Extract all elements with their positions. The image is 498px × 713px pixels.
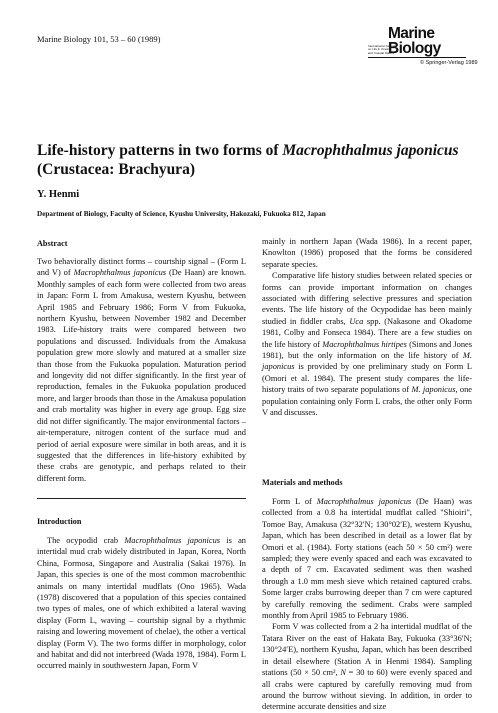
text-run: Two behaviorally distinct forms – courtship signal – (Form L and V) of [37,257,246,278]
abstract-heading: Abstract [37,239,68,248]
title-text: (Crustacea: Brachyura) [37,161,195,178]
methods-heading: Materials and methods [262,478,343,487]
text-run: is provided by one preliminary study on Form L (Omori et al. 1984). The present study compares the life-history traits of two separate populations of [262,362,472,395]
continued-paragraph: mainly in northern Japan (Wada 1986). In a recent paper, Knowlton (1986) proposed that the forms be considered separate species. [262,237,472,269]
species-name: M. japonicus [262,351,472,372]
logo-word-biology: Biology [388,40,441,57]
text-run: = 30 to 60) were evenly spaced and all crabs were captured by carefully removing mud from around the burrow without sieving. In addition, in order to determine accurate densities and size [262,668,472,712]
methods-body [262,496,472,713]
text-run: , one population containing only Form L crabs, the other only Form V and discusses. [262,385,473,418]
publisher-line: © Springer-Verlag 1989 [420,60,478,66]
body-paragraph [262,270,472,418]
text-run: (Simons and Jones 1981), but the only information on the life history of [262,339,473,361]
text-run: Form V was collected from a 2 ha intertidal mudflat of the Tatara River on the east of Hakata Bay, Fukuoka (33°36′N; 130°24′E), northern Kyushu, Japan, which has been described in detail elsewhere (Station A in Henmi 1984). Sampling stations (50 × 50 cm², [262,622,472,678]
text-run: The ocypodid crab [47,536,125,545]
logo-small-line: International Journal [368,44,396,48]
logo-rule [368,57,466,58]
variable-n: N [340,668,346,678]
methods-paragraph [262,496,472,621]
abstract-paragraph [37,256,246,484]
text-run: Comparative life history studies between related species or forms can provide important information on changes associated with differing selective pressures and speciation events. The life history of the Ocypodidae has been mainly studied in fiddler crabs, [262,271,472,326]
author-name: Y. Henmi [37,189,80,200]
logo-small-line: on Life in Oceans [368,47,392,52]
title-species: Macrophthalmus japonicus [282,142,459,159]
species-name: Macrophthalmus hirtipes [322,339,407,349]
journal-logo [368,25,478,70]
species-name: M. japonicus [411,385,456,395]
text-run: (De Haan) are known. Monthly samples of each form were collected from two areas in Japan: Form L from Amakusa, western Kyushu, between April 1985 and February 1986; Form V from Fukuoka, northern Kyushu, between November 1982 and December 1983. Life-history traits were compared between two populations and discussed. Individuals from the Amakusa population grew more slowly and matured at a smaller size than those from the Fukuoka population. Maturation period and longevity did not differ significantly. In the first year of reproduction, females in the Fukuoka population produced more, and larger broods than those in the Amakusa population and crab mortality was higher in every age group. Egg size did not differ significantly. The major environmental factors – air-temperature, nitrogen content of the surface mud and period of aerial exposure were similar in both areas, and it is suggested that the differences in life-history exhibited by these crabs are genotypic, and perhaps related to their different form. [37,268,246,483]
genus-name: Uca [349,316,364,326]
introduction-body [37,535,246,672]
logo-word-marine: Marine [388,25,435,42]
methods-paragraph [262,621,472,712]
logo-small-line: and Coastal Waters [368,50,395,55]
species-name: Macrophthalmus japonicus [124,536,221,545]
abstract-body [37,256,246,484]
text-run: (De Haan) was collected from a 0.8 ha intertidal mudflat called "Shioiri", Tomoe Bay, Amakusa (32°32′N; 130°02′E), western Kyushu, Japan, which has been described in detail as a lower flat by Omori et al. (1984). Forty stations (each 50 × 50 cm²) were sampled; they were evenly spaced and each was excavated to a depth of 7 cm. Excavated sediment was then washed through a 1.0 mm mesh sieve which retained captured crabs. Some larger crabs burrowing deeper than 7 cm were captured by carefully removing the sediment. Crabs were sampled monthly from April 1985 to February 1986. [262,497,472,621]
introduction-paragraph [37,535,246,672]
species-name: Macrophthalmus japonicus [73,268,167,278]
journal-citation: Marine Biology 101, 53 – 60 (1989) [37,34,161,44]
species-name: Macrophthalmus japonicus [316,497,412,506]
text-run: Form L of [272,497,317,506]
title-text: Life-history patterns in two forms of [37,142,283,159]
author-affiliation: Department of Biology, Faculty of Science, Kyushu University, Hakozaki, Fukuoka 812, Japan [37,210,326,218]
text-run: spp. (Nakasone and Okadome 1981, Colby and Fonseca 1984). There are a few studies on the life history of [262,316,472,349]
logo-small-text [368,44,396,55]
section-divider [37,498,246,499]
article-title [37,141,477,179]
right-column-top [262,236,472,419]
text-run: is an intertidal mud crab widely distributed in Japan, Korea, North China, Formosa, Singapore and Australia (Sakai 1976). In Japan, this species is one of the most common macrobenthic animals on many intertidal mudflats (Ono 1965). Wada (1978) discovered that a population of this species contained two types of males, one of which exhibited a lateral waving display (Form L, waving – courtship signal by a rhythmic raising and lowering movement of chelae), the other a vertical display (Form V). The two forms differ in morphology, color and habitat and did not interbreed (Wada 1978, 1984). Form L occurred mainly in southwestern Japan, Form V [37,536,246,671]
introduction-heading: Introduction [37,517,82,526]
